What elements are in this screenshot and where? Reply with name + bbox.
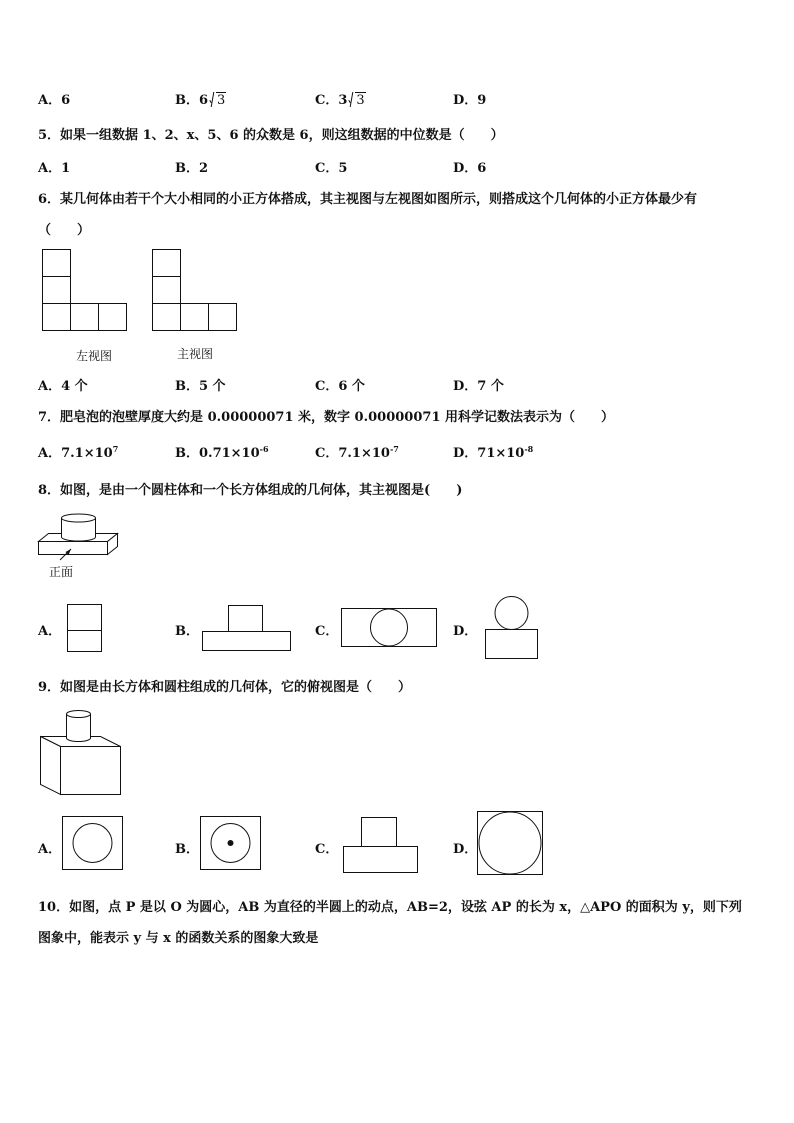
front-view-caption: 主视图 (177, 347, 214, 361)
option-label: B． (175, 93, 199, 108)
option-exponent: -6 (259, 444, 269, 454)
cylinder-on-cuboid-figure (38, 511, 122, 561)
q9-option-a-label: A． (38, 842, 62, 857)
option-coefficient: 3 (338, 93, 348, 108)
q8-option-d-label: D． (453, 624, 478, 639)
option-label: A． (38, 446, 62, 461)
q6-option-a: A．4 个 (38, 379, 88, 394)
q9-option-a-figure (62, 816, 124, 871)
q8-option-b-figure (202, 605, 292, 652)
option-exponent: 7 (112, 444, 119, 454)
option-label: C． (315, 446, 339, 461)
left-view-caption: 左视图 (76, 349, 113, 363)
q4-option-c (315, 89, 366, 108)
option-base: 71×10 (477, 446, 525, 461)
q8-option-b-label: B． (175, 624, 199, 639)
q9-option-c-label: C． (315, 842, 339, 857)
q7-option-a (38, 442, 118, 461)
q9-option-c-figure (343, 817, 419, 875)
q8-option-a-figure (67, 604, 103, 652)
q8-option-c-label: C． (315, 624, 339, 639)
q7-option-c (315, 442, 399, 461)
option-radicand: 3 (217, 93, 226, 108)
q9-option-b-figure (200, 816, 262, 871)
q8-stem: 8．如图，是由一个圆柱体和一个长方体组成的几何体，其主视图是( ) (38, 483, 463, 498)
front-view-figure (152, 249, 242, 333)
q7-option-d (453, 442, 533, 461)
option-base: 7.1×10 (61, 446, 113, 461)
cylinder-on-cuboid-figure-q9 (40, 709, 122, 797)
q6-option-d: D．7 个 (453, 379, 504, 394)
left-view-figure (42, 249, 132, 333)
q4-option-a (38, 89, 70, 108)
sqrt-symbol (348, 93, 365, 108)
option-exponent: -8 (524, 444, 534, 454)
q6-stem-line1: 6．某几何体由若干个大小相同的小正方体搭成，其主视图与左视图如图所示，则搭成这个几何体的小正方体最少有 (38, 192, 698, 207)
q5-option-c: C．5 (315, 161, 348, 176)
q5-stem: 5．如果一组数据 1、2、x、5、6 的众数是 6，则这组数据的中位数是（ ） (38, 128, 504, 143)
option-label: A． (38, 93, 62, 108)
q6-option-c: C．6 个 (315, 379, 365, 394)
q9-option-d-label: D． (453, 842, 478, 857)
q8-option-d-figure (485, 596, 539, 660)
q4-option-b (175, 89, 226, 108)
option-label: B． (175, 446, 199, 461)
q6-option-b: B．5 个 (175, 379, 226, 394)
q4-option-d (453, 89, 486, 108)
q10-stem-line2: 图象中，能表示 y 与 x 的函数关系的图象大致是 (38, 931, 319, 946)
q5-option-a: A．1 (38, 161, 71, 176)
option-value: 6 (61, 93, 71, 108)
option-base: 7.1×10 (338, 446, 390, 461)
option-label: C． (315, 93, 339, 108)
q10-stem-line1: 10．如图，点 P 是以 O 为圆心，AB 为直径的半圆上的动点，AB=2，设弦 AP 的长为 x，△APO 的面积为 y，则下列 (38, 900, 742, 915)
q7-option-b (175, 442, 269, 461)
option-coefficient: 6 (199, 93, 209, 108)
q5-option-b: B．2 (175, 161, 209, 176)
option-base: 0.71×10 (199, 446, 260, 461)
sqrt-symbol (209, 93, 226, 108)
option-exponent: -7 (389, 444, 399, 454)
option-value: 9 (477, 93, 487, 108)
q9-option-d-figure (477, 811, 545, 877)
q7-stem: 7．肥皂泡的泡壁厚度大约是 0.00000071 米，数字 0.00000071 用科学记数法表示为（ ） (38, 410, 615, 425)
q9-option-b-label: B． (175, 842, 199, 857)
front-direction-caption: 正面 (49, 565, 74, 579)
q6-stem-line2: （ ） (38, 223, 91, 238)
q9-stem: 9．如图是由长方体和圆柱组成的几何体，它的俯视图是（ ） (38, 680, 412, 695)
q8-option-c-figure (341, 608, 438, 648)
option-label: D． (453, 93, 478, 108)
q5-option-d: D．6 (453, 161, 487, 176)
option-radicand: 3 (356, 93, 365, 108)
q8-option-a-label: A． (38, 624, 62, 639)
option-label: D． (453, 446, 478, 461)
